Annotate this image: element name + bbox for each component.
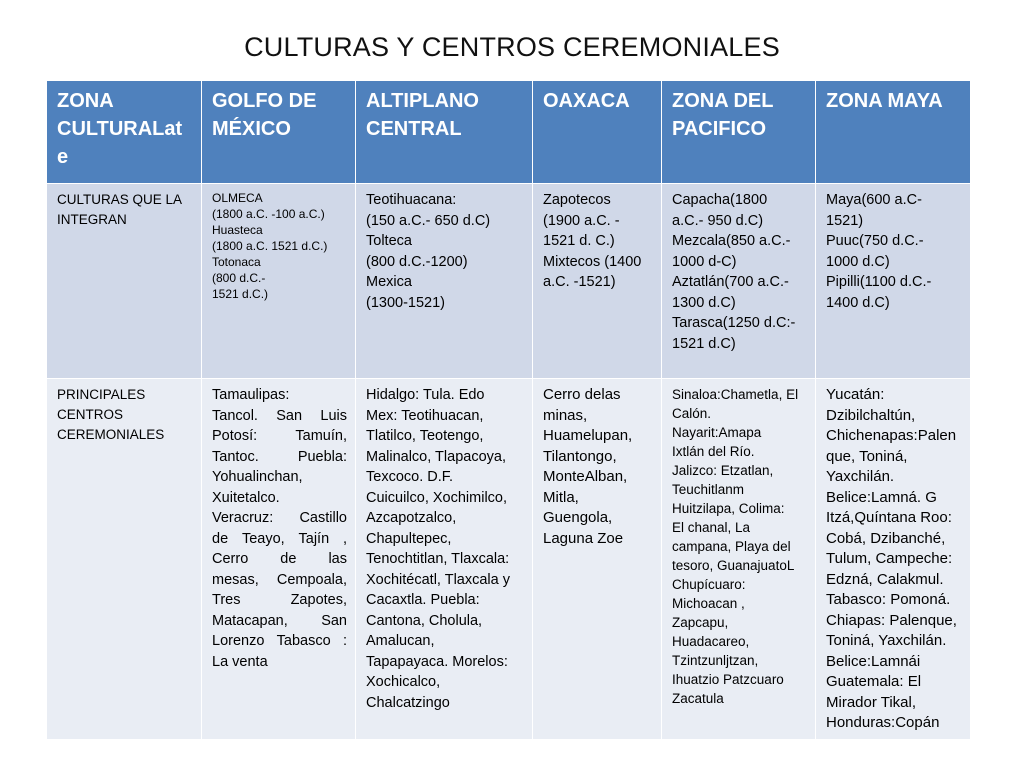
cell-text-line: El chanal, La	[672, 520, 751, 535]
cell-altiplano-culturas	[356, 184, 533, 379]
cell-word: de	[280, 551, 297, 567]
cell-text-line: 1300 d.C)	[672, 294, 736, 311]
cell-text-line: Tulum, Campeche:	[826, 550, 953, 567]
cell-text-line: Honduras:Copán	[826, 714, 940, 731]
cell-text-line: Dzibilchaltún,	[826, 406, 916, 424]
cell-text-line: (800 d.C.-1200)	[366, 253, 468, 270]
cell-word: Tres	[212, 592, 241, 608]
cell-text-line: Sinaloa:Chametla, El	[672, 387, 799, 402]
cell-text-line: Tzintzunljtzan,	[672, 653, 759, 668]
cell-text-line: (1300-1521)	[366, 294, 445, 311]
cell-text-line: e	[57, 146, 69, 168]
table-row	[47, 379, 971, 740]
cell-text-line: (800 d.C.-	[212, 271, 266, 285]
cell-word: ,	[342, 530, 347, 547]
cell-text-line: Aztatlán(700 a.C.-	[672, 274, 789, 290]
cell-word: Tajín	[298, 530, 330, 547]
cell-text-line: Ixtlán del Río.	[672, 444, 755, 459]
cell-text-line: Yucatán:	[826, 386, 885, 403]
header-golfo-de-mexico	[202, 81, 356, 184]
cell-text-line: PACIFICO	[672, 118, 767, 140]
cell-text-line: Yaxchilán.	[826, 468, 895, 485]
cell-text-line: Totonaca	[212, 255, 261, 269]
cell-text-line: Chiapas: Palenque,	[826, 611, 957, 629]
cell-text-line: Chapultepec,	[366, 530, 452, 547]
cell-text-line	[212, 426, 347, 447]
header-zona-del-pacifico	[662, 81, 816, 184]
cell-word: Cempoala,	[276, 571, 347, 588]
cell-text-line: Mixtecos (1400	[543, 253, 642, 270]
cell-text-line: Huitzilapa, Colima:	[672, 501, 785, 516]
cell-text-line: Hidalgo: Tula. Edo	[366, 387, 485, 403]
header-zona-cultural	[47, 81, 202, 184]
cell-text-line: tesoro, GuanajuatoL	[672, 558, 795, 573]
cell-text-line: MÉXICO	[212, 118, 291, 140]
cell-altiplano-centros	[356, 379, 533, 740]
cell-text-line: Texcoco. D.F.	[366, 469, 454, 485]
cell-text-line: Belice:Lamná. G	[826, 488, 937, 506]
cell-text-line: Huadacareo,	[672, 634, 750, 649]
cell-text-line	[212, 611, 347, 632]
cell-word: Tamuín,	[295, 428, 347, 444]
cell-text-line: Pipilli(1100 d.C.-	[826, 274, 932, 290]
cell-text-line: Tabasco: Pomoná.	[826, 591, 951, 608]
cultures-table	[46, 80, 971, 740]
cell-text-line: 1000 d-C)	[672, 253, 737, 270]
cell-text-line: CEREMONIALES	[57, 427, 165, 442]
cell-text-line: Laguna Zoe	[543, 529, 624, 547]
table-header-row	[47, 81, 971, 184]
cell-text-line	[212, 467, 347, 488]
cell-text-line: Huasteca	[212, 223, 263, 237]
cell-text-line: Tarasca(1250 d.C:-	[672, 315, 796, 331]
cell-text-line: Belice:Lamnái	[826, 652, 921, 670]
cell-oaxaca-centros	[533, 379, 662, 740]
cell-text-line: Cobá, Dzibanché,	[826, 529, 946, 547]
cell-text-line: Guatemala: El	[826, 673, 922, 690]
cell-text-line: GOLFO DE	[212, 90, 317, 112]
cell-word: Veracruz:	[212, 510, 274, 526]
cell-text-line: Mitla,	[543, 488, 579, 506]
cell-text-line: ZONA	[57, 90, 114, 112]
cell-text-line: Michoacan ,	[672, 596, 745, 611]
cell-text-line: Zapotecos	[543, 192, 611, 208]
cell-word: Zapotes,	[290, 592, 347, 608]
cell-text-line: Tenochtitlan, Tlaxcala:	[366, 551, 510, 567]
cell-text-line: Tolteca	[366, 233, 412, 249]
cell-maya-culturas	[816, 184, 971, 379]
cell-word: Matacapan,	[212, 612, 288, 629]
cell-text-line: minas,	[543, 406, 588, 424]
cell-word: Tamaulipas:	[212, 387, 290, 403]
cell-text-line: CENTRAL	[366, 118, 462, 140]
cell-text-line	[212, 652, 347, 673]
cell-text-line: Mezcala(850 a.C.-	[672, 233, 791, 249]
cell-text-line: ALTIPLANO	[366, 90, 479, 112]
cell-text-line: campana, Playa del	[672, 539, 791, 554]
cell-text-line: Amalucan,	[366, 633, 435, 649]
cell-text-line	[212, 508, 347, 529]
cell-text-line: Zapcapu,	[672, 615, 729, 630]
cell-word: Teayo,	[241, 530, 285, 547]
cell-text-line: Cuicuilco, Xochimilco,	[366, 489, 508, 506]
cell-text-line: MonteAlban,	[543, 468, 628, 485]
cell-text-line: CULTURAS QUE LA	[57, 192, 183, 207]
cell-text-line: PRINCIPALES	[57, 387, 146, 402]
cell-text-line: Puuc(750 d.C.-	[826, 233, 924, 249]
cell-word: San	[276, 407, 303, 424]
cell-word: Tancol.	[212, 407, 258, 424]
cell-text-line: Xochicalco,	[366, 674, 441, 690]
cell-text-line	[212, 447, 347, 468]
header-zona-maya	[816, 81, 971, 184]
cell-text-line	[212, 549, 347, 570]
cell-text-line: Cacaxtla. Puebla:	[366, 592, 480, 608]
cell-word: :	[342, 633, 347, 649]
cell-text-line: OAXACA	[543, 90, 630, 112]
cell-text-line	[212, 631, 347, 652]
cell-text-line: Guengola,	[543, 509, 613, 526]
cell-word: Castillo	[299, 510, 347, 526]
cell-word: Cerro	[212, 551, 249, 567]
page-title: CULTURAS Y CENTROS CEREMONIALES	[244, 32, 780, 62]
cell-word: Luis	[320, 407, 347, 424]
cell-pacifico-culturas	[662, 184, 816, 379]
cell-text-line: Cerro delas	[543, 386, 621, 403]
cell-text-line	[212, 385, 347, 406]
cell-text-line: OLMECA	[212, 191, 263, 205]
cell-word: de	[212, 530, 229, 547]
cell-text-line: 1521)	[826, 212, 864, 229]
cell-word: Xuitetalco.	[212, 489, 280, 506]
cell-text-line: Toniná, Yaxchilán.	[826, 632, 947, 649]
cell-text-line: 1521 d.C)	[672, 335, 736, 352]
cell-text-line: Azcapotzalco,	[366, 510, 457, 526]
cell-text-line	[212, 529, 347, 550]
cell-text-line: Edzná, Calakmul.	[826, 570, 944, 588]
cell-text-line: (1800 a.C. -100 a.C.)	[212, 207, 325, 221]
header-altiplano-central	[356, 81, 533, 184]
cell-maya-centros	[816, 379, 971, 740]
cell-text-line: ZONA MAYA	[826, 90, 943, 112]
cell-word: Puebla:	[297, 448, 347, 465]
cell-text-line: Calón.	[672, 406, 712, 421]
cell-text-line: Teuchitlanm	[672, 482, 745, 497]
header-oaxaca	[533, 81, 662, 184]
cell-text-line: Mex: Teotihuacan,	[366, 407, 484, 424]
table-row	[47, 184, 971, 379]
cell-text-line: Ihuatzio Patzcuaro	[672, 672, 784, 687]
cell-text-line: Chupícuaro:	[672, 577, 746, 592]
cell-text-line: CENTROS	[57, 407, 124, 422]
cell-text-line: Mirador Tikal,	[826, 693, 917, 711]
cell-text-line: ZONA DEL	[672, 90, 774, 112]
cell-pacifico-centros	[662, 379, 816, 740]
cell-text-line: Cantona, Cholula,	[366, 612, 483, 629]
cell-text-line: 1521 d.C.)	[212, 287, 269, 301]
cell-text-line: (1800 a.C. 1521 d.C.)	[212, 239, 328, 253]
cell-text-line	[212, 488, 347, 509]
cell-word: Potosí:	[212, 428, 258, 444]
cell-text-line: 1400 d.C)	[826, 294, 890, 311]
cell-word: La venta	[212, 653, 268, 670]
cell-text-line: 1000 d.C)	[826, 253, 890, 270]
cell-text-line	[212, 570, 347, 591]
cell-text-line: (1900 a.C. -	[543, 212, 620, 229]
cell-text-line: Huamelupan,	[543, 427, 633, 444]
cell-text-line: a.C. -1521)	[543, 274, 616, 290]
cell-word: Tantoc.	[212, 448, 259, 465]
cell-text-line: a.C.- 950 d.C)	[672, 212, 764, 229]
cell-text-line: Teotihuacana:	[366, 192, 457, 208]
cell-text-line: Capacha(1800	[672, 192, 768, 208]
cell-text-line: Zacatula	[672, 691, 724, 706]
cell-text-line: Itzá,Quíntana Roo:	[826, 509, 952, 526]
cell-text-line	[212, 406, 347, 427]
row-label-culturas	[47, 184, 202, 379]
cell-text-line: Nayarit:Amapa	[672, 425, 762, 440]
cell-text-line: Chichenapas:Palen	[826, 427, 957, 444]
cell-word: Yohualinchan,	[212, 469, 303, 485]
cell-text-line: Tapapayaca. Morelos:	[366, 653, 508, 670]
cell-text-line: Tlatilco, Teotengo,	[366, 428, 484, 444]
cell-golfo-centros	[202, 379, 356, 740]
cell-text-line: Chalcatzingo	[366, 694, 450, 711]
cell-text-line: Tilantongo,	[543, 447, 617, 465]
cell-word: Lorenzo	[212, 633, 265, 649]
cell-text-line: Mexica	[366, 274, 412, 290]
cell-text-line: (150 a.C.- 650 d.C)	[366, 212, 491, 229]
cell-golfo-culturas	[202, 184, 356, 379]
cell-text-line: que, Toniná,	[826, 447, 908, 465]
cell-text-line: Malinalco, Tlapacoya,	[366, 448, 506, 465]
cell-word: mesas,	[212, 571, 259, 588]
cell-word: las	[328, 551, 347, 567]
cell-word: San	[321, 612, 347, 629]
cell-oaxaca-culturas	[533, 184, 662, 379]
cell-text-line: Jalizco: Etzatlan,	[672, 463, 774, 478]
cell-text-line: Maya(600 a.C-	[826, 192, 922, 208]
cell-text-line: Xochitécatl, Tlaxcala y	[366, 571, 510, 588]
cell-text-line: 1521 d. C.)	[543, 233, 615, 249]
cell-text-line: CULTURALat	[57, 118, 183, 140]
cell-word: Tabasco	[276, 633, 331, 649]
row-label-centros	[47, 379, 202, 740]
cell-text-line	[212, 590, 347, 611]
cell-text-line: INTEGRAN	[57, 212, 127, 227]
